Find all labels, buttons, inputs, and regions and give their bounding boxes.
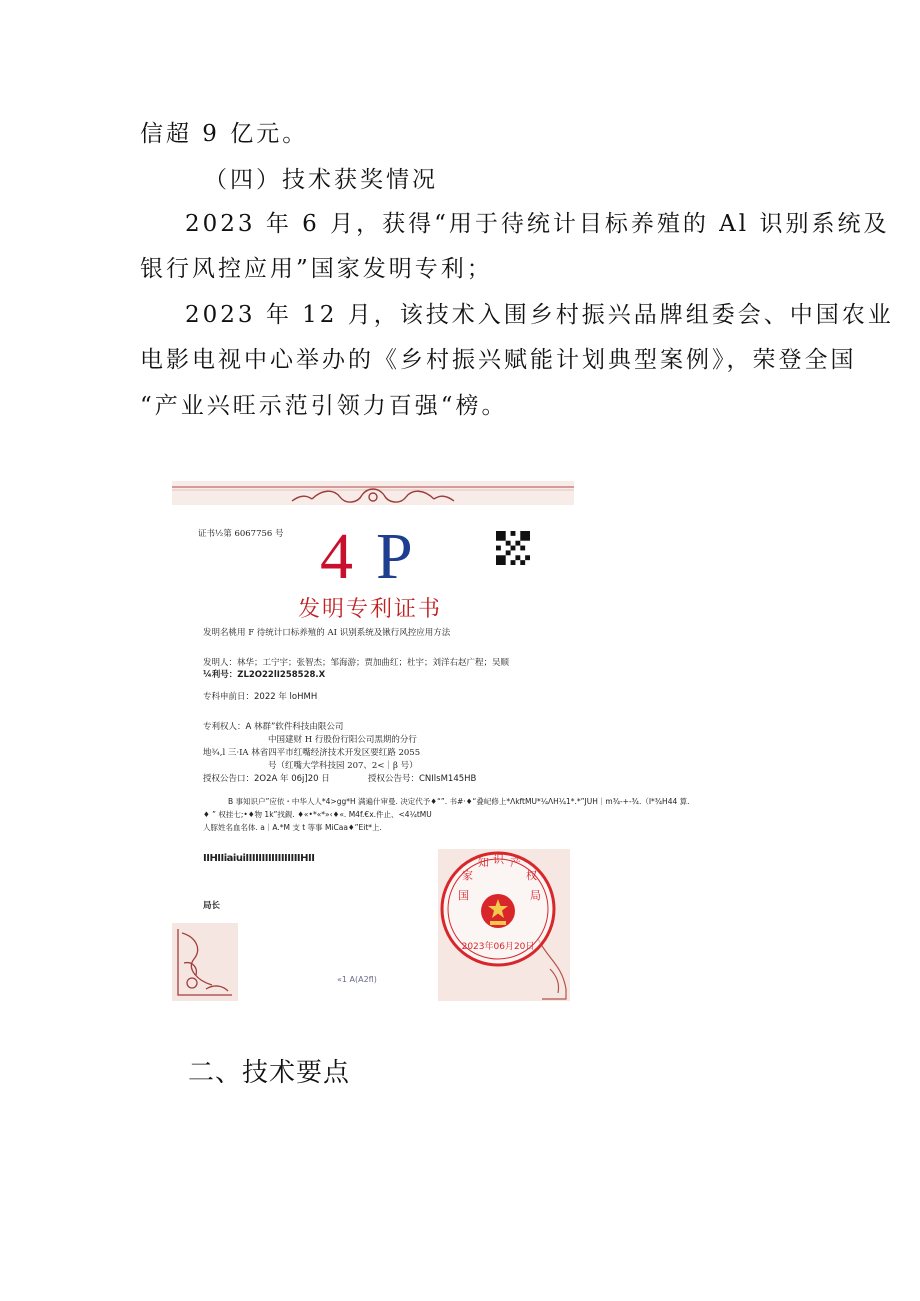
section-subheading: （四）技术获奖情况 bbox=[204, 167, 438, 193]
svg-text:局: 局 bbox=[530, 889, 541, 902]
qr-code-icon bbox=[496, 531, 530, 565]
paragraph-line: 电影电视中心举办的《乡村振兴赋能计划典型案例》，荣登全国 bbox=[140, 347, 857, 373]
patent-certificate bbox=[172, 481, 690, 1001]
grant-date: 授权公告口：2O2A 年 06j]20 日 bbox=[203, 774, 330, 784]
patentee-2: 中国建财 H 行股份行阳公司黑期的分行 bbox=[268, 735, 417, 745]
section-heading: 二、技术要点 bbox=[188, 1058, 351, 1088]
seal-stamp bbox=[438, 849, 570, 1001]
application-date: 专科申前日：2022 年 loHMH bbox=[203, 692, 318, 702]
svg-text:家: 家 bbox=[462, 869, 473, 882]
seal-date: 2023年06月20日 bbox=[461, 942, 535, 952]
footer-code: «1 A(A2fl) bbox=[337, 975, 377, 984]
paragraph-line: “产业兴旺示范引领力百强“榜。 bbox=[140, 393, 508, 419]
paragraph-line: 2023 年 6 月，获得“用于待统计目标养殖的 Al 识别系统及 bbox=[185, 211, 890, 237]
logo-letter: P bbox=[376, 520, 413, 593]
grant-number: 授权公告号：CNIlsM145HB bbox=[368, 774, 477, 784]
svg-text:权: 权 bbox=[526, 869, 537, 882]
paragraph-line: 银行风控应用”国家发明专利； bbox=[140, 256, 493, 282]
patentee-1: 专利权人：A 林群”软件科技由限公司 bbox=[203, 722, 344, 732]
patent-number: ¼利号：ZL2O22lI258528.X bbox=[203, 670, 326, 680]
certificate-body-line: 人豚姓名血名体. a｜A.*M 支 t 等事 MiCaa♦”Eit*上. bbox=[203, 823, 382, 832]
svg-text:识: 识 bbox=[493, 853, 504, 866]
certificate-body-line: ♦ ” 权挂七;•♦物 1k”找鋧. ♦«•*«*»‹♦«. M4f.€x.件止、<4¼tMU bbox=[203, 810, 432, 819]
svg-text:知: 知 bbox=[478, 856, 489, 869]
svg-text:国: 国 bbox=[458, 889, 469, 902]
inventors: 发明人：林华；工宁宇；张智杰；邹海游；贾加曲红；杜宇；刘洋右赵广程；吴顺 bbox=[203, 658, 510, 668]
seal-panel bbox=[438, 849, 570, 1001]
certificate-number: 证书½第 6067756 号 bbox=[198, 529, 284, 539]
certificate-title: 发明专利证书 bbox=[298, 597, 443, 622]
paragraph-line: 信超 9 亿元。 bbox=[140, 121, 309, 147]
paragraph-line: 2023 年 12 月，该技术入围乡村振兴品牌组委会、中国农业 bbox=[185, 302, 894, 328]
address-line-1: 地¾,l 三·IA 林省四平市红嘴经济技术开发区要红路 2055 bbox=[203, 748, 421, 758]
barcode-text: IIHIIiaiuiIIIIIIIIIIIIIIIIIHII bbox=[203, 853, 315, 864]
certificate-body-line: B 事知识户”应依・中华人人*4>gg*H 满遍什审曼. 决定代予♦“”. 书#·♦“叠屺修上*ΛkftMU*¼ΛH¼1*.*”JUH｜m¾-+-¾.（I*¾H44 算. bbox=[228, 797, 690, 806]
ornament-border-top bbox=[172, 481, 574, 515]
ornament-corner-bottom-left bbox=[172, 923, 238, 1001]
signer-title: 局长 bbox=[203, 901, 221, 911]
address-line-2: 号（红嘴大学科技园 207、2<｜β 号） bbox=[268, 761, 418, 771]
invention-name: 发明名桃用 F 待统计口标养殖的 AI 识别系统及锹行风控应用方法 bbox=[203, 628, 451, 638]
svg-text:产: 产 bbox=[510, 856, 521, 869]
logo-digit: 4 bbox=[320, 520, 353, 593]
